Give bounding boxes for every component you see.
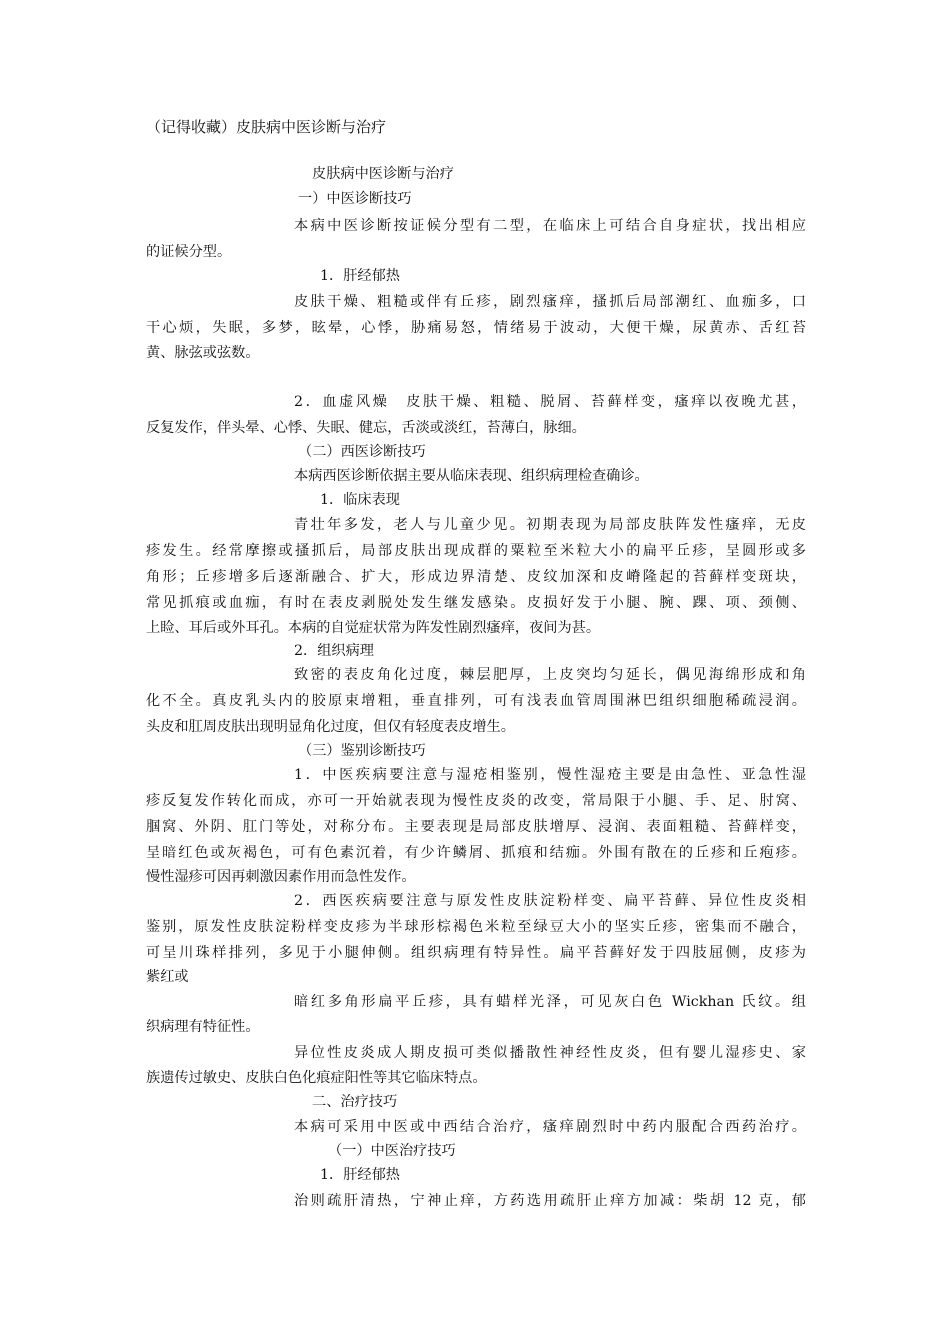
- paragraph-line: 黄、脉弦或弦数。: [146, 345, 260, 361]
- paragraph-line: 的证候分型。: [146, 244, 232, 260]
- subsection-heading: （三）鉴别诊断技巧: [298, 743, 426, 759]
- paragraph-line: 头皮和肛周皮肤出现明显角化过度，但仅有轻度表皮增生。: [146, 719, 515, 735]
- paragraph-line: 本病西医诊断依据主要从临床表现、组织病理检查确诊。: [294, 468, 649, 484]
- paragraph-line: 青壮年多发，老人与儿童少见。初期表现为局部皮肤阵发性瘙痒，无皮: [294, 517, 806, 533]
- document-title: （记得收藏）皮肤病中医诊断与治疗: [146, 118, 387, 136]
- paragraph-line: 本病中医诊断按证候分型有二型，在临床上可结合自身症状，找出相应: [294, 218, 806, 234]
- paragraph-line: 疹反复发作转化而成，亦可一开始就表现为慢性皮炎的改变，常局限于小腿、手、足、肘窝、: [146, 793, 806, 809]
- subsection-heading: （一）中医治疗技巧: [328, 1143, 456, 1159]
- paragraph-line: 暗红多角形扁平丘疹，具有蜡样光泽，可见灰白色 Wickhan 氏纹。组: [294, 994, 806, 1010]
- paragraph-line: 治则疏肝清热，宁神止痒，方药选用疏肝止痒方加减：柴胡 12 克，郁: [294, 1193, 806, 1209]
- paragraph-line: 异位性皮炎成人期皮损可类似播散性神经性皮炎，但有婴儿湿疹史、家: [294, 1045, 806, 1061]
- subsection-heading: 1．临床表现: [320, 492, 400, 508]
- paragraph-line: 族遗传过敏史、皮肤白色化痕症阳性等其它临床特点。: [146, 1070, 487, 1086]
- subsection-heading: 一）中医诊断技巧: [298, 191, 412, 207]
- paragraph-line: 皮肤干燥、粗糙或伴有丘疹，剧烈瘙痒，搔抓后局部潮红、血痂多，口: [294, 294, 806, 310]
- paragraph-line: 疹发生。经常摩擦或搔抓后，局部皮肤出现成群的粟粒至米粒大小的扁平丘疹，呈圆形或多: [146, 543, 806, 559]
- subsection-heading: 1．肝经郁热: [320, 268, 400, 284]
- paragraph-line: 腘窝、外阴、肛门等处，对称分布。主要表现是局部皮肤增厚、浸润、表面粗糙、苔藓样变，: [146, 819, 806, 835]
- subsection-heading: 2．组织病理: [294, 643, 374, 659]
- paragraph-line: 织病理有特征性。: [146, 1019, 260, 1035]
- paragraph-line: 致密的表皮角化过度，棘层肥厚，上皮突均匀延长，偶见海绵形成和角: [294, 667, 806, 683]
- paragraph-line: 慢性湿疹可因再刺激因素作用而急性发作。: [146, 869, 416, 885]
- paragraph-line: 2．血虚风燥 皮肤干燥、粗糙、脱屑、苔藓样变，瘙痒以夜晚尤甚，: [294, 394, 806, 410]
- paragraph-line: 干心烦，失眠，多梦，眩晕，心悸，胁痛易怒，情绪易于波动，大便干燥，尿黄赤、舌红苔: [146, 320, 806, 336]
- paragraph-line: 可呈川珠样排列，多见于小腿伸侧。组织病理有特异性。扁平苔藓好发于四肢屈侧，皮疹为: [146, 945, 806, 961]
- paragraph-line: 化不全。真皮乳头内的胶原束增粗，垂直排列，可有浅表血管周围淋巴组织细胞稀疏浸润。: [146, 693, 806, 709]
- paragraph-line: 1．中医疾病要注意与湿疮相鉴别，慢性湿疮主要是由急性、亚急性湿: [294, 767, 806, 783]
- subsection-heading: （二）西医诊断技巧: [298, 444, 426, 460]
- section-heading: 皮肤病中医诊断与治疗: [312, 166, 454, 182]
- paragraph-line: 反复发作，伴头晕、心悸、失眠、健忘，舌淡或淡红，苔薄白，脉细。: [146, 420, 586, 436]
- paragraph-line: 呈暗红色或灰褐色，可有色素沉着，有少许鳞屑、抓痕和结痂。外围有散在的丘疹和丘疱疹。: [146, 845, 806, 861]
- paragraph-line: 2．西医疾病要注意与原发性皮肤淀粉样变、扁平苔藓、异位性皮炎相: [294, 893, 806, 909]
- section-heading: 二、治疗技巧: [312, 1094, 398, 1110]
- paragraph-line: 上睑、耳后或外耳孔。本病的自觉症状常为阵发性剧烈瘙痒，夜间为甚。: [146, 620, 601, 636]
- paragraph-line: 紫红或: [146, 969, 189, 985]
- paragraph-line: 鉴别，原发性皮肤淀粉样变皮疹为半球形棕褐色米粒至绿豆大小的坚实丘疹，密集而不融合，: [146, 919, 806, 935]
- subsection-heading: 1．肝经郁热: [320, 1167, 400, 1183]
- paragraph-line: 角形；丘疹增多后逐渐融合、扩大，形成边界清楚、皮纹加深和皮嵴隆起的苔藓样变斑块，: [146, 569, 806, 585]
- paragraph-line: 本病可采用中医或中西结合治疗，瘙痒剧烈时中药内服配合西药治疗。: [294, 1119, 806, 1135]
- paragraph-line: 常见抓痕或血痂，有时在表皮剥脱处发生继发感染。皮损好发于小腿、腕、踝、项、颈侧、: [146, 595, 806, 611]
